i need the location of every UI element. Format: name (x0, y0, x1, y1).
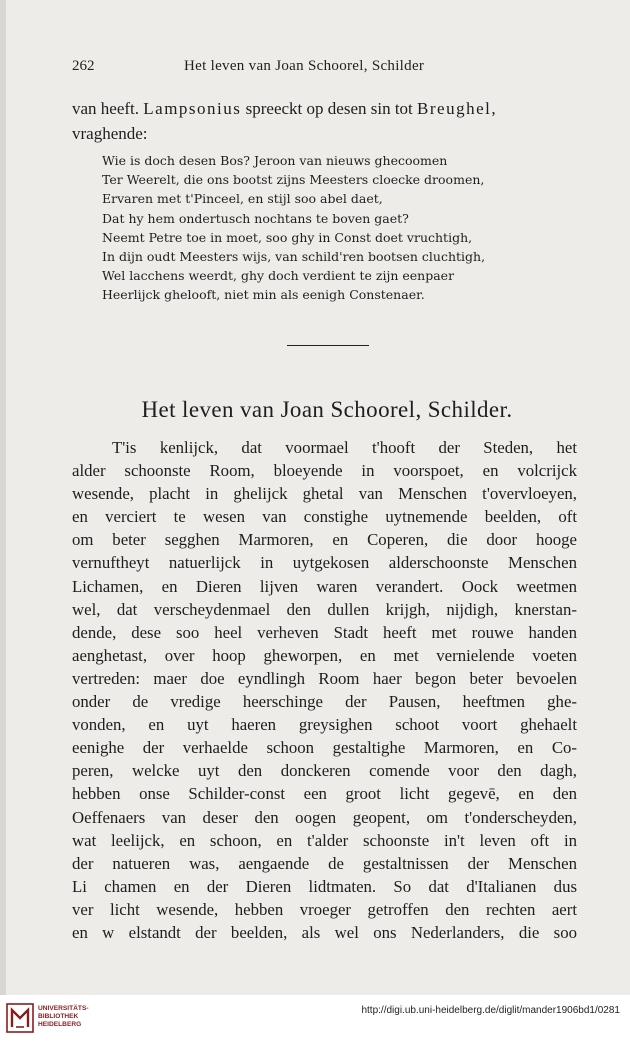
body-line: en verciert te wesen van constighe uytnemende beelden, oft (72, 507, 577, 527)
section-divider (287, 345, 369, 346)
body-line: wat leelijck, en schoon, en t'alder schoonste in't leven oft in (72, 830, 577, 850)
body-line: vertreden: maer doe eyndlingh Room haer begon beter bevoelen (72, 668, 577, 688)
poem-line: Wel lacchens weerdt, ghy doch verdient te zijn eenpaer (102, 268, 455, 284)
poem-line: Dat hy hem ondertusch nochtans te boven gaet? (102, 210, 409, 226)
body-line: vernuftheyt natuerlijck in uytgekosen alderschoonste Menschen (72, 553, 577, 573)
body-line: T'is kenlijck, dat voormael t'hooft der Steden, het (112, 438, 577, 457)
body-line: Oeffenaers van deser den oogen geopent, om t'onderscheyden, (72, 807, 577, 827)
body-line: wesende, placht in ghelijck ghetal van Menschen t'overvloeyen, (72, 484, 577, 504)
body-line: vonden, en uyt haeren greysighen schoot voort ghehaelt (72, 715, 577, 735)
poem-line: Ervaren met t'Pinceel, en stijl soo abel daet, (102, 191, 383, 207)
poem-line: Heerlijck ghelooft, niet min als eenigh Constenaer. (102, 287, 425, 303)
body-line: eenighe der verhaelde schoon gestaltighe Marmoren, en Co- (72, 738, 577, 758)
page-number: 262 (72, 58, 95, 74)
university-library-logo-icon (6, 1003, 34, 1033)
body-line: om beter segghen Marmoren, en Coperen, die door hooge (72, 530, 577, 550)
body-line: der natueren was, aengaende de gestaltnissen der Menschen (72, 853, 577, 873)
body-line: alder schoonste Room, bloeyende in voorspoet, en volcrijck (72, 461, 577, 481)
intro-text: spreeckt op desen sin tot (241, 99, 418, 118)
intro-paragraph (72, 96, 582, 146)
body-line: ver licht wesende, hebben vroeger getroffen den rechten aert (72, 899, 577, 919)
body-line: wel, dat verscheydenmael den dullen krijgh, nijdigh, knerstan- (72, 599, 577, 619)
poem-line: In dijn oudt Meesters wijs, van schild'ren bootsen cluchtigh, (102, 249, 486, 265)
body-text (72, 436, 577, 944)
body-line: aenghetast, over hoop gheworpen, en met vernielende voeten (72, 645, 577, 665)
poem-line: Wie is doch desen Bos? Jeroon van nieuws ghecoomen (102, 153, 448, 168)
viewer-footer (0, 995, 630, 1041)
poem-line: Ter Weerelt, die ons bootst zijns Meesters cloecke droomen, (102, 172, 485, 188)
body-line: en w elstandt der beelden, als wel ons Nederlanders, die soo (72, 922, 577, 942)
poem (102, 151, 572, 305)
name-breughel: Breughel, (417, 99, 498, 118)
body-line: Li chamen en der Dieren lidtmaten. So dat d'Italianen dus (72, 876, 577, 896)
body-line: dende, dese soo heel verheven Stadt heeft met rouwe handen (72, 622, 577, 642)
body-line: hebben onse Schilder-const een groot licht gegevē, en den (72, 784, 577, 804)
running-title: Het leven van Joan Schoorel, Schilder (184, 58, 425, 74)
intro-line (72, 96, 582, 121)
library-name-line: BIBLIOTHEK (38, 1013, 79, 1020)
library-name-line: HEIDELBERG (38, 1021, 82, 1028)
page-edge-shadow (0, 0, 6, 995)
section-title: Het leven van Joan Schoorel, Schilder. (141, 397, 513, 422)
permalink-url[interactable]: http://digi.ub.uni-heidelberg.de/diglit/mander1906bd1/0281 (361, 1005, 620, 1016)
name-lampsonius: Lampsonius (143, 99, 242, 118)
intro-text: van heeft. (72, 99, 144, 118)
library-name-line: UNIVERSITÄTS- (38, 1005, 89, 1012)
body-line: Lichamen, en Dieren lijven waren verandert. Oock weetmen (72, 576, 577, 596)
poem-line: Neemt Petre toe in moet, soo ghy in Const doet vruchtigh, (102, 229, 473, 245)
library-name (38, 1005, 89, 1029)
body-line: onder de vredige heerschinge der Pausen, heeftmen ghe- (72, 692, 577, 712)
body-line: peren, welcke uyt den donckeren comende voor den dagh, (72, 761, 577, 781)
intro-line: vraghende: (72, 124, 148, 143)
page-header (72, 58, 582, 80)
